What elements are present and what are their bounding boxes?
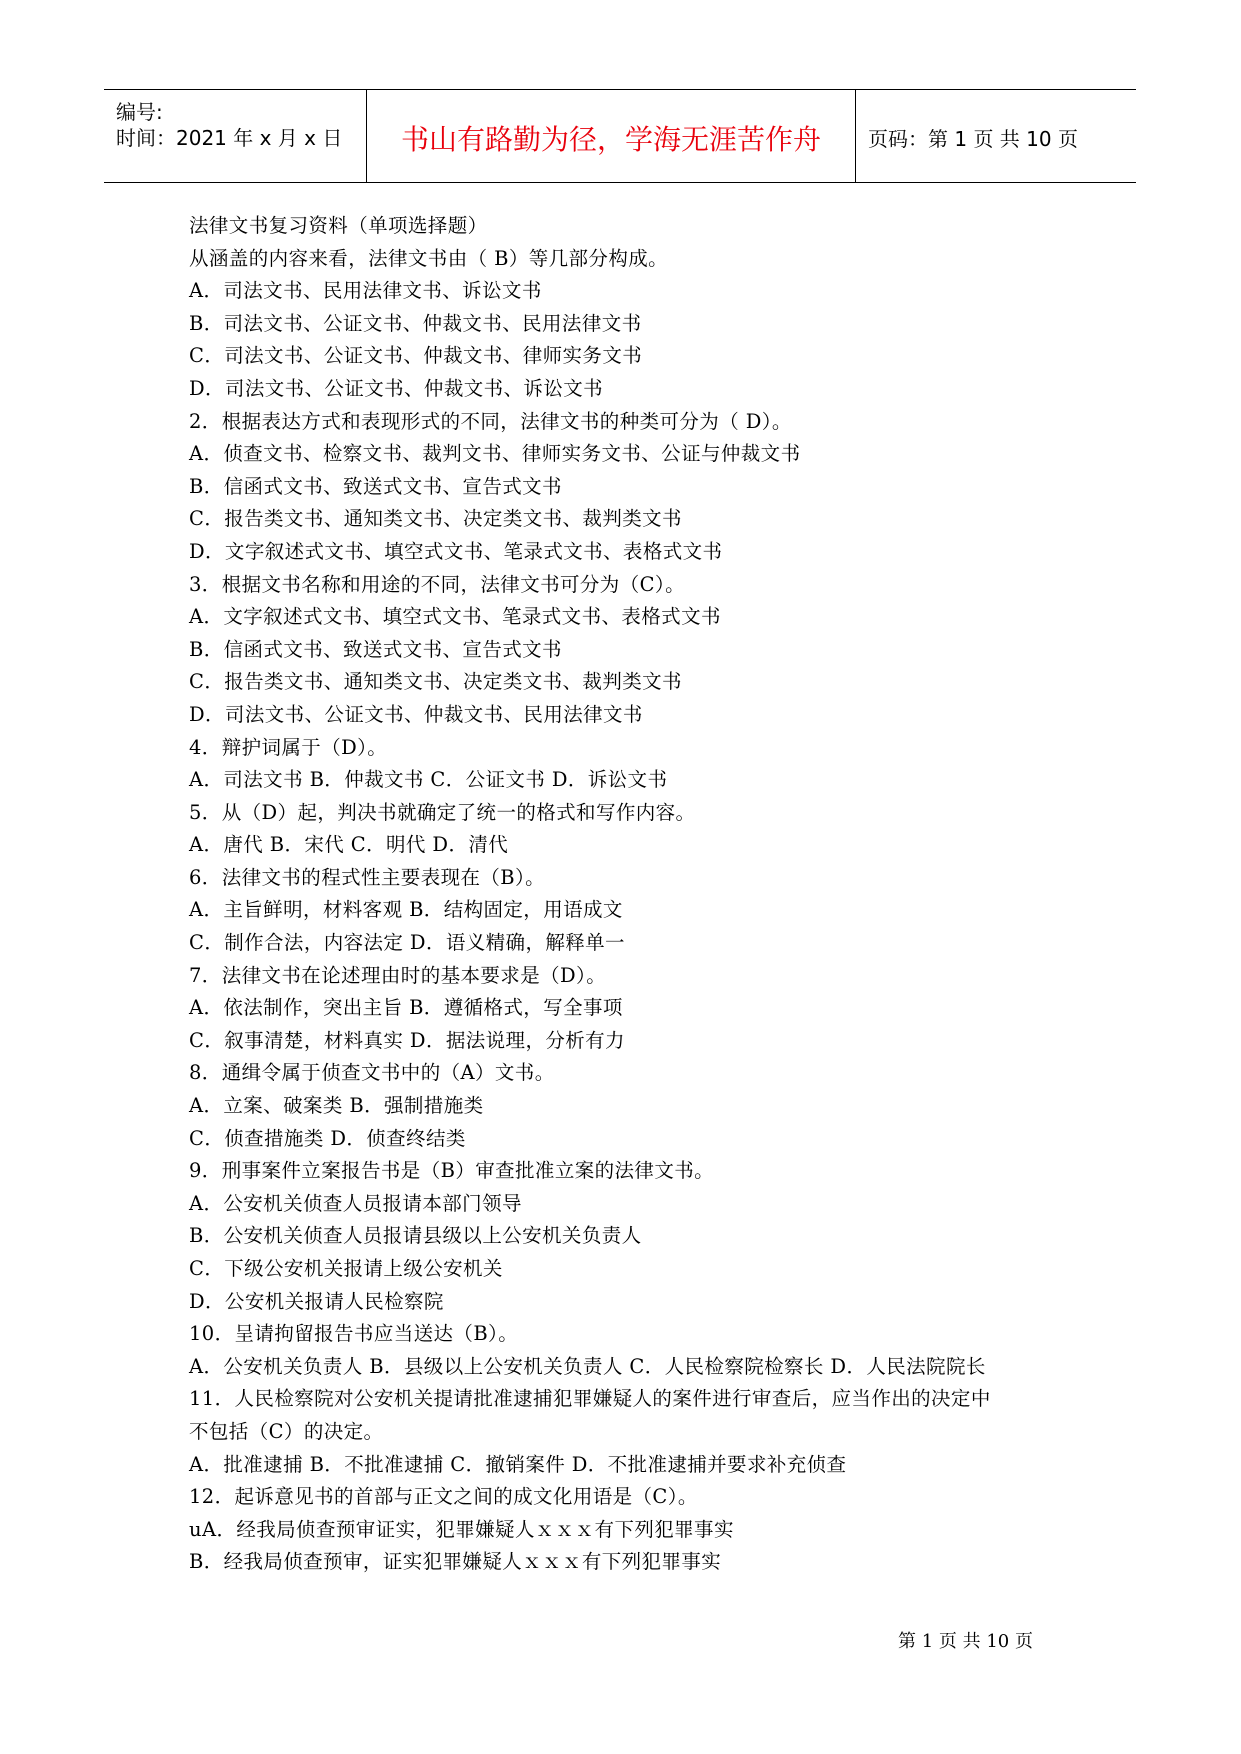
serial-number-label: 编号: [116, 100, 163, 124]
text-line: A．公安机关负责人 B．县级以上公安机关负责人 C．人民检察院检察长 D．人民法院院长 [189, 1354, 986, 1378]
text-line: 3．根据文书名称和用途的不同，法律文书可分为（C）。 [189, 572, 685, 596]
text-line: A．文字叙述式文书、填空式文书、笔录式文书、表格式文书 [189, 605, 721, 629]
text-line: 法律文书复习资料（单项选择题） [189, 214, 488, 237]
text-line: 5．从（D）起，判决书就确定了统一的格式和写作内容。 [189, 800, 696, 824]
text-line: 不包括（C）的决定。 [189, 1419, 384, 1443]
text-line: A．司法文书、民用法律文书、诉讼文书 [189, 279, 542, 303]
text-line: 7．法律文书在论述理由时的基本要求是（D）。 [189, 963, 607, 987]
text-line: C．下级公安机关报请上级公安机关 [189, 1257, 503, 1280]
text-line: 从涵盖的内容来看，法律文书由（ B）等几部分构成。 [189, 246, 669, 270]
text-line: B．公安机关侦查人员报请县级以上公安机关负责人 [189, 1224, 642, 1248]
header-meta-cell [104, 90, 367, 182]
text-line: 4．辩护词属于（D）。 [189, 735, 388, 759]
text-line: B．信函式文书、致送式文书、宣告式文书 [189, 474, 562, 498]
header-motto: 书山有路勤为径，学海无涯苦作舟 [400, 123, 821, 156]
text-line: 10．呈请拘留报告书应当送达（B）。 [189, 1322, 519, 1346]
text-line: A．侦查文书、检察文书、裁判文书、律师实务文书、公证与仲裁文书 [189, 442, 801, 466]
text-line: A．司法文书 B．仲裁文书 C．公证文书 D．诉讼文书 [189, 768, 668, 792]
text-line: D．司法文书、公证文书、仲裁文书、诉讼文书 [189, 376, 604, 400]
time-label: 时间：2021 年 x 月 x 日 [116, 126, 343, 150]
text-line: B．经我局侦查预审，证实犯罪嫌疑人ｘｘｘ有下列犯罪事实 [189, 1550, 722, 1574]
text-line: 9．刑事案件立案报告书是（B）审查批准立案的法律文书。 [189, 1159, 715, 1183]
text-line: C．制作合法，内容法定 D．语义精确，解释单一 [189, 931, 625, 955]
text-line: A．公安机关侦查人员报请本部门领导 [189, 1191, 522, 1215]
document-body [189, 210, 1089, 1579]
header-motto-cell [367, 90, 856, 182]
text-line: C．报告类文书、通知类文书、决定类文书、裁判类文书 [189, 670, 682, 694]
text-line: A．批准逮捕 B．不批准逮捕 C．撤销案件 D．不批准逮捕并要求补充侦查 [189, 1452, 847, 1476]
text-line: 2．根据表达方式和表现形式的不同，法律文书的种类可分为（ D）。 [189, 409, 792, 433]
text-line: C．司法文书、公证文书、仲裁文书、律师实务文书 [189, 344, 643, 368]
text-line: uA．经我局侦查预审证实，犯罪嫌疑人ｘｘｘ有下列犯罪事实 [189, 1517, 734, 1541]
text-line: A．唐代 B．宋代 C．明代 D．清代 [189, 833, 509, 857]
text-line: A．主旨鲜明，材料客观 B．结构固定，用语成文 [189, 898, 623, 922]
text-line: 8．通缉令属于侦查文书中的（A）文书。 [189, 1061, 555, 1085]
text-line: C．报告类文书、通知类文书、决定类文书、裁判类文书 [189, 507, 682, 531]
text-line: 6．法律文书的程式性主要表现在（B）。 [189, 865, 546, 889]
text-line: A．依法制作，突出主旨 B．遵循格式，写全事项 [189, 996, 623, 1020]
page-footer: 第 1 页 共 10 页 [898, 1631, 1033, 1652]
text-line: A．立案、破案类 B．强制措施类 [189, 1094, 484, 1118]
text-line: 11．人民检察院对公安机关提请批准逮捕犯罪嫌疑人的案件进行审查后，应当作出的决定中 [189, 1387, 991, 1411]
header-page-info: 页码：第 1 页 共 10 页 [868, 127, 1078, 151]
text-line: 12．起诉意见书的首部与正文之间的成文化用语是（C）。 [189, 1485, 698, 1509]
text-line: D．文字叙述式文书、填空式文书、笔录式文书、表格式文书 [189, 539, 723, 563]
text-line: B．信函式文书、致送式文书、宣告式文书 [189, 637, 562, 661]
text-line: C．侦查措施类 D．侦查终结类 [189, 1126, 466, 1150]
page-header [104, 89, 1136, 183]
text-line: D．公安机关报请人民检察院 [189, 1289, 444, 1313]
text-line: C．叙事清楚，材料真实 D．据法说理，分析有力 [189, 1028, 625, 1052]
text-line: B．司法文书、公证文书、仲裁文书、民用法律文书 [189, 311, 642, 335]
header-page-cell [856, 90, 1136, 182]
text-line: D．司法文书、公证文书、仲裁文书、民用法律文书 [189, 702, 643, 726]
